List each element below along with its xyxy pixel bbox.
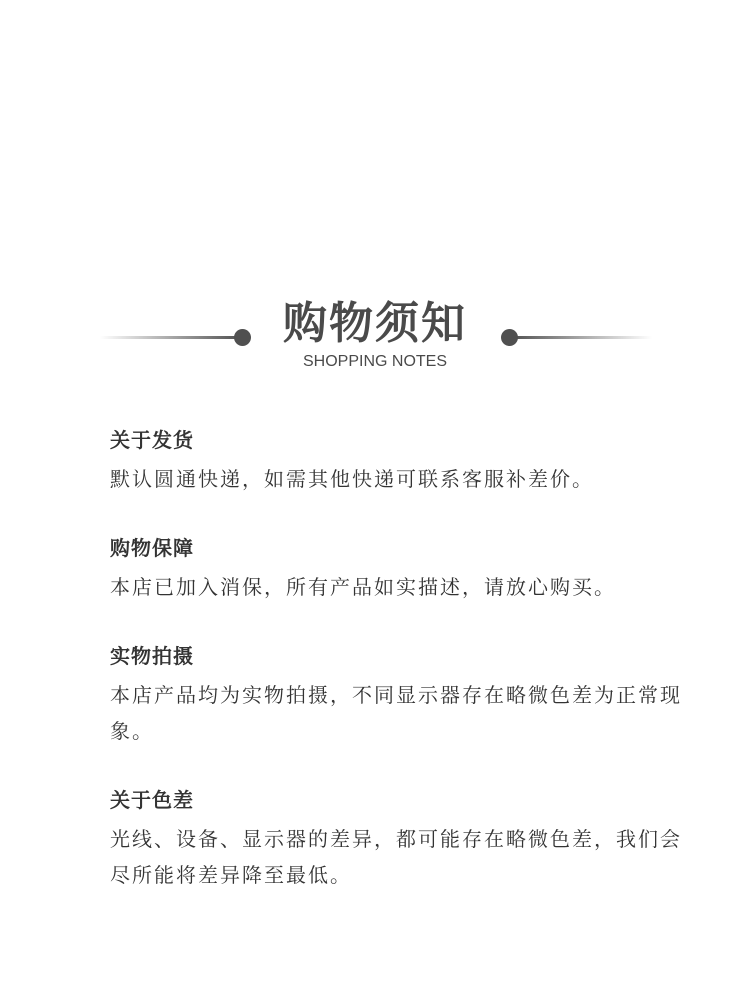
section-body: 本店产品均为实物拍摄，不同显示器存在略微色差为正常现象。 (110, 683, 682, 743)
section-body: 默认圆通快递，如需其他快递可联系客服补差价。 (110, 467, 594, 491)
section-heading: 关于发货 (110, 428, 194, 452)
section-guarantee (110, 533, 690, 605)
decorative-line-right (510, 336, 652, 339)
page-subtitle: SHOPPING NOTES (302, 353, 448, 370)
section-body: 光线、设备、显示器的差异，都可能存在略微色差，我们会尽所能将差异降至最低。 (110, 827, 682, 887)
section-color-difference (110, 785, 690, 893)
section-heading: 购物保障 (110, 536, 194, 560)
section-shipping (110, 425, 690, 497)
page-header (0, 290, 750, 380)
section-body: 本店已加入消保，所有产品如实描述，请放心购买。 (110, 575, 616, 599)
page-title: 购物须知 (283, 298, 467, 349)
section-photography (110, 641, 690, 749)
section-heading: 实物拍摄 (110, 644, 194, 668)
section-heading: 关于色差 (110, 788, 194, 812)
